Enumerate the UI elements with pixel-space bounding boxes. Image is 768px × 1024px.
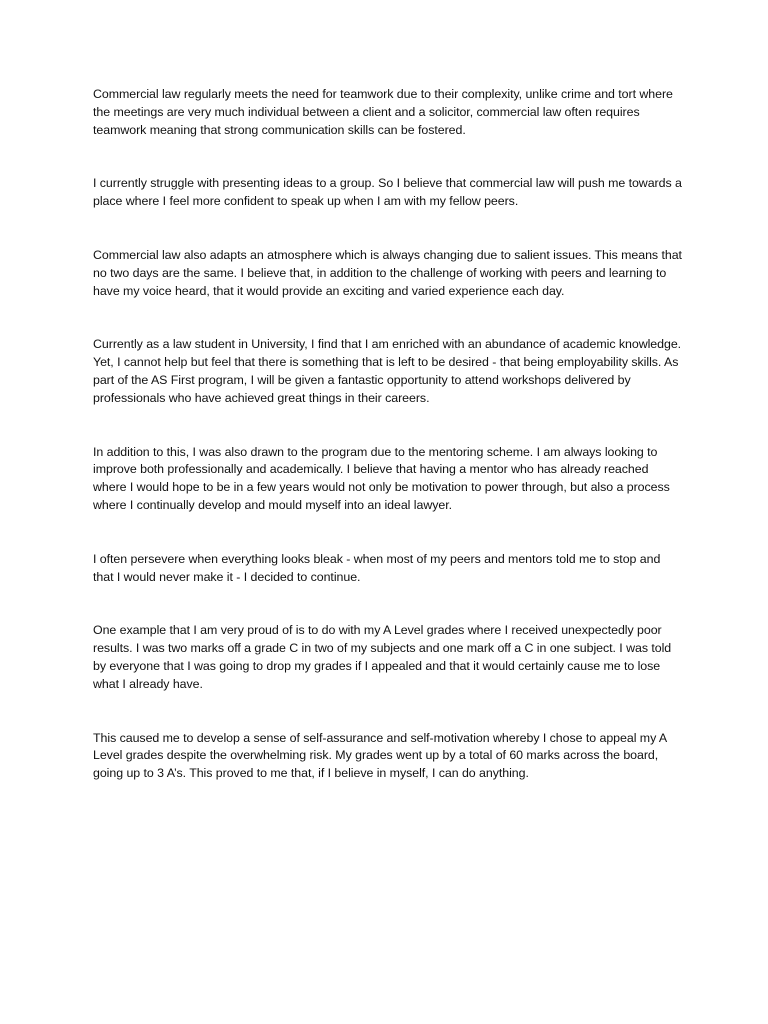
- paragraph-mentoring: In addition to this, I was also drawn to the program due to the mentoring scheme. I am always looking to improve both professionally and academically. I believe that having a mentor who has already reached where I would hope to be in a few years would not only be motivation to power through, but also a process where I continually develop and mould myself into an ideal lawyer.: [93, 444, 670, 512]
- paragraph-employability: Currently as a law student in University, I find that I am enriched with an abundance of academic knowledge. Yet, I cannot help but feel that there is something that is left to be desired - that being employability skills. As part of the AS First program, I will be given a fantastic opportunity to attend workshops delivered by professionals who have achieved great things in their careers.: [93, 337, 682, 405]
- paragraph-teamwork: Commercial law regularly meets the need for teamwork due to their complexity, unlike crime and tort where the meetings are very much individual between a client and a solicitor, commercial law often requires teamwork meaning that strong communication skills can be fostered.: [93, 87, 673, 137]
- paragraph-a-level-example: One example that I am very proud of is to do with my A Level grades where I received unexpectedly poor results. I was two marks off a grade C in two of my subjects and one mark off a C in one subject. I was told by everyone that I was going to drop my grades if I appealed and that it would certainly cause me to lose what I already have.: [93, 623, 672, 691]
- paragraph-atmosphere: Commercial law also adapts an atmosphere which is always changing due to salient issues. This means that no two days are the same. I believe that, in addition to the challenge of working with peers and learning to have my voice heard, that it would provide an exciting and varied experience each day.: [93, 247, 682, 298]
- paragraph-appeal-outcome: This caused me to develop a sense of self-assurance and self-motivation whereby I chose to appeal my A Level grades despite the overwhelming risk. My grades went up by a total of 60 marks across the board, going up to 3 A’s. This proved to me that, if I believe in myself, I can do anything.: [93, 730, 667, 781]
- paragraph-presenting: I currently struggle with presenting ideas to a group. So I believe that commercial law will push me towards a place where I feel more confident to speak up when I am with my fellow peers.: [93, 176, 682, 209]
- paragraph-persevere: I often persevere when everything looks bleak - when most of my peers and mentors told me to stop and that I would never make it - I decided to continue.: [93, 551, 661, 584]
- document-body: [93, 86, 683, 819]
